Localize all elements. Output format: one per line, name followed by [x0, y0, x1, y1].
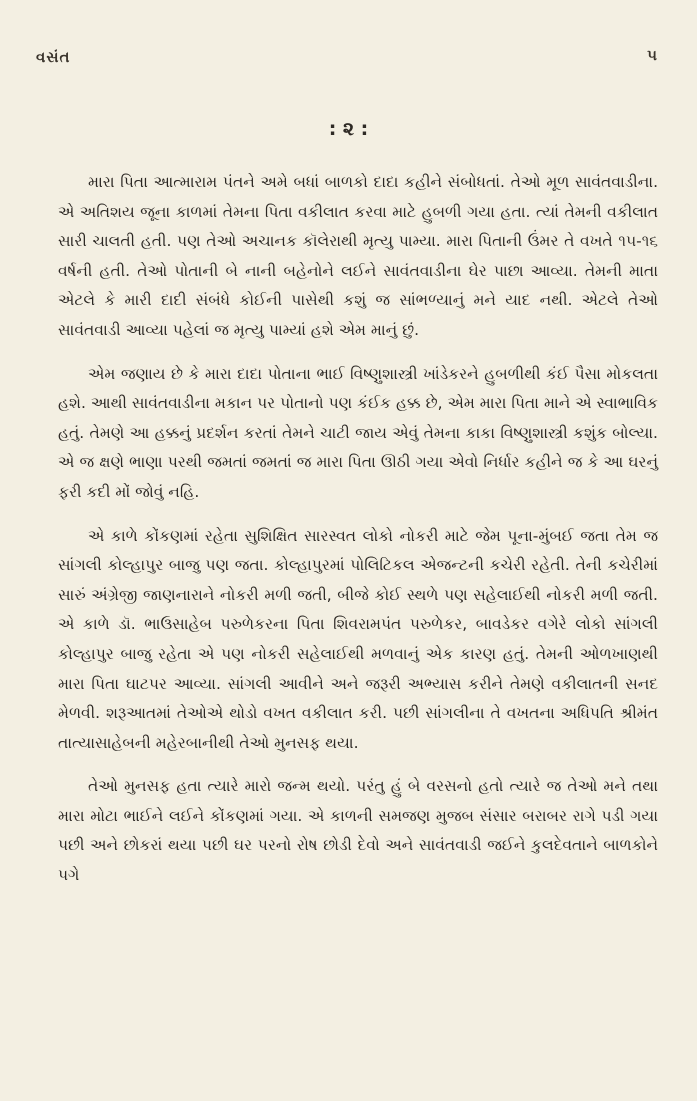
chapter-number: : ૨ :	[328, 118, 369, 140]
paragraph-2: એમ જણાય છે કે મારા દાદા પોતાના ભાઈ વિષ્ણુશાસ્ત્રી ખાંડેકરને હુબળીથી કંઈ પૈસા મોકલતા હશે. આથી સાવંતવાડીના મકાન પર પોતાનો પણ કંઈક હક્ક છે, એમ મારા પિતા માને એ સ્વાભાવિક હતું. તેમણે આ હક્કનું પ્રદર્શન કરતાં તેમને ચાટી જાય એવું તેમના કાકા વિષ્ણુશાસ્ત્રી કશુંક બોલ્યા. એ જ ક્ષણે ભાણા પરથી જમતાં જમતાં જ મારા પિતા ઊઠી ગયા એવો નિર્ધાર કહીને જ કે આ ઘરનું ફરી કદી મોં જોવું નહિ.	[58, 364, 658, 501]
paragraph-3: એ કાળે કોંકણમાં રહેતા સુશિક્ષિત સારસ્વત લોકો નોકરી માટે જેમ પૂના-મુંબઈ જતા તેમ જ સાંગલી કોલ્હાપુર બાજુ પણ જતા. કોલ્હાપુરમાં પોલિટિકલ એજન્ટની કચેરી રહેતી. તેની કચેરીમાં સારું અંગ્રેજી જાણનારાને નોકરી મળી જતી, બીજે કોઈ સ્થળે પણ સહેલાઈથી નોકરી મળી જતી. એ કાળે ડૉ. ભાઉસાહેબ પરુળેકરના પિતા શિવરામપંત પરુળેકર, બાવડેકર વગેરે લોકો સાંગલી કોલ્હાપુર બાજુ રહેતા એ પણ નોકરી સહેલાઈથી મળવાનું એક કારણ હતું. તેમની ઓળખાણથી મારા પિતા ઘાટપર આવ્યા. સાંગલી આવીને અને જરૂરી અભ્યાસ કરીને તેમણે વકીલાતની સનદ મેળવી. શરૂઆતમાં તેઓએ થોડો વખત વકીલાત કરી. પછી સાંગલીના તે વખતના અધિપતિ શ્રીમંત તાત્યાસાહેબની મહેરબાનીથી તેઓ મુનસફ થયા.	[58, 526, 658, 752]
page-number: ૫	[647, 46, 657, 64]
paragraph-4: તેઓ મુનસફ હતા ત્યારે મારો જન્મ થયો. પરંતુ હું બે વરસનો હતો ત્યારે જ તેઓ મને તથા મારા મોટા ભાઈને લઈને કોંકણમાં ગયા. એ કાળની સમજણ મુજબ સંસાર બરાબર રાગે પડી ગયા પછી અને છોકરાં થયા પછી ઘર પરનો રોષ છોડી દેવો અને સાવંતવાડી જઈને કુલદેવતાને બાળકોને પગે	[58, 777, 658, 885]
running-head: વસંત	[36, 48, 71, 66]
body-text	[58, 168, 658, 905]
paragraph-1: મારા પિતા આત્મારામ પંતને અમે બધાં બાળકો દાદા કહીને સંબોધતાં. તેઓ મૂળ સાવંતવાડીના. એ અતિશય જૂના કાળમાં તેમના પિતા વકીલાત કરવા માટે હુબળી ગયા હતા. ત્યાં તેમની વકીલાત સારી ચાલતી હતી. પણ તેઓ અચાનક કૉલેરાથી મૃત્યુ પામ્યા. મારા પિતાની ઉંમર તે વખતે ૧૫-૧૬ વર્ષની હતી. તેઓ પોતાની બે નાની બહેનોને લઈને સાવંતવાડીના ઘેર પાછા આવ્યા. તેમની માતા એટલે કે મારી દાદી સંબંધે કોઈની પાસેથી કશું જ સાંભળ્યાનું મને યાદ નથી. એટલે તેઓ સાવંતવાડી આવ્યા પહેલાં જ મૃત્યુ પામ્યાં હશે એમ માનું છું.	[58, 173, 658, 339]
